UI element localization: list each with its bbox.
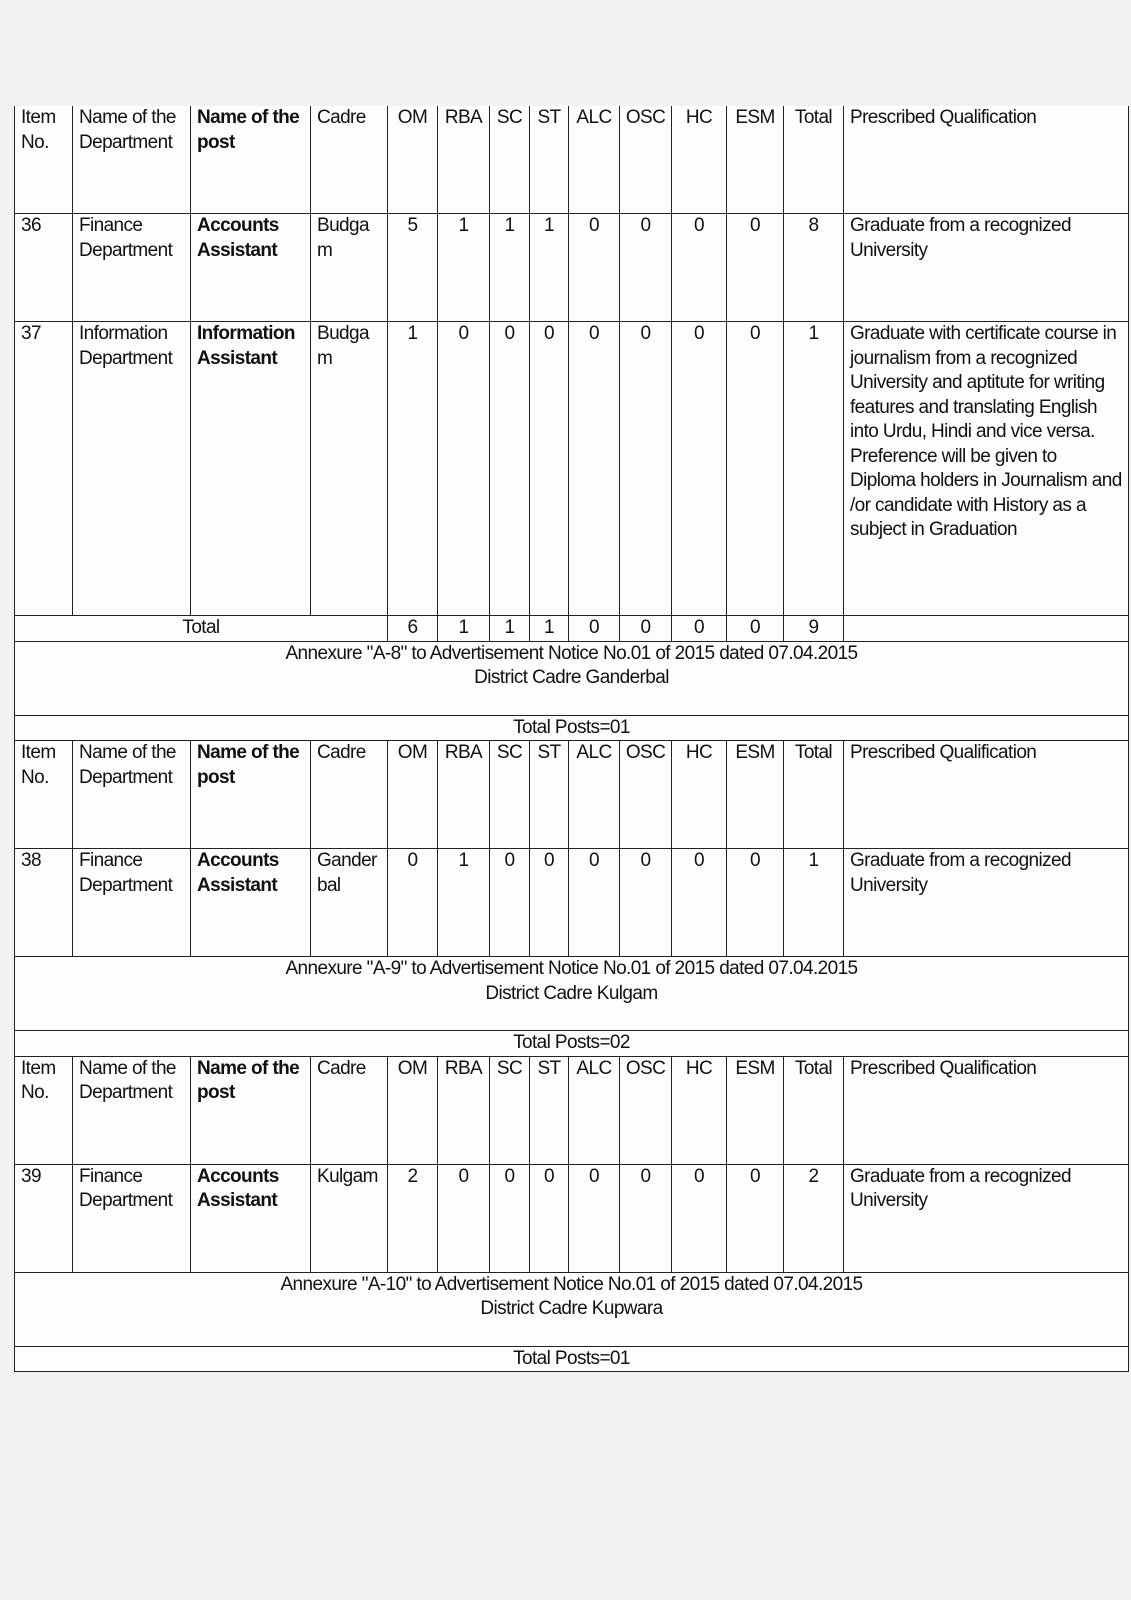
- hc-count: 0: [672, 1164, 727, 1272]
- header-alc: ALC: [569, 106, 620, 214]
- total-count: 1: [784, 322, 844, 616]
- sc-count: 0: [490, 849, 530, 957]
- header-cadre: Cadre: [311, 741, 388, 849]
- hc-count: 0: [672, 849, 727, 957]
- qualification: Graduate from a recognized University: [844, 1164, 1129, 1272]
- total-posts: Total Posts=02: [15, 1031, 1129, 1057]
- header-om: OM: [388, 1056, 438, 1164]
- annexure-a8-row: [15, 641, 1129, 715]
- osc-count: 0: [620, 214, 672, 322]
- st-count: 0: [530, 322, 569, 616]
- department-name: Finance Department: [73, 849, 191, 957]
- header-om: OM: [388, 741, 438, 849]
- header-row: [15, 741, 1129, 849]
- header-department: Name of the Department: [73, 1056, 191, 1164]
- header-qualification: Prescribed Qualification: [844, 106, 1129, 214]
- header-sc: SC: [490, 106, 530, 214]
- total-posts-row: [15, 715, 1129, 741]
- header-osc: OSC: [620, 1056, 672, 1164]
- total-posts: Total Posts=01: [15, 1346, 1129, 1372]
- osc-count: 0: [620, 322, 672, 616]
- vacancy-table: [14, 106, 1129, 1372]
- alc-count: 0: [569, 214, 620, 322]
- item-no: 38: [15, 849, 73, 957]
- total-count: 1: [784, 849, 844, 957]
- total-hc: 0: [672, 616, 727, 642]
- header-st: ST: [530, 1056, 569, 1164]
- total-posts-row: [15, 1031, 1129, 1057]
- totals-row: [15, 616, 1129, 642]
- om-count: 5: [388, 214, 438, 322]
- header-cadre: Cadre: [311, 1056, 388, 1164]
- annexure-a10-row: [15, 1272, 1129, 1346]
- annexure-a9: [15, 957, 1129, 1031]
- om-count: 2: [388, 1164, 438, 1272]
- header-item-no: Item No.: [15, 106, 73, 214]
- st-count: 0: [530, 849, 569, 957]
- table-row: [15, 214, 1129, 322]
- header-item-no: Item No.: [15, 741, 73, 849]
- osc-count: 0: [620, 849, 672, 957]
- header-post: Name of the post: [191, 106, 311, 214]
- qualification: Graduate from a recognized University: [844, 214, 1129, 322]
- annexure-a9-row: [15, 957, 1129, 1031]
- st-count: 0: [530, 1164, 569, 1272]
- header-om: OM: [388, 106, 438, 214]
- total-count: 8: [784, 214, 844, 322]
- header-st: ST: [530, 106, 569, 214]
- annexure-title: Annexure "A-8" to Advertisement Notice No.01 of 2015 dated 07.04.2015: [285, 642, 858, 664]
- total-esm: 0: [727, 616, 784, 642]
- post-name: Accounts Assistant: [191, 1164, 311, 1272]
- qualification: Graduate with certificate course in journalism from a recognized University and aptitute for writing features and translating English into Urdu, Hindi and vice versa. Preference will be given to Diploma holders in Journalism and /or candidate with History as a subject in Graduation: [844, 322, 1129, 616]
- total-rba: 1: [438, 616, 490, 642]
- header-alc: ALC: [569, 741, 620, 849]
- total-count: 2: [784, 1164, 844, 1272]
- cadre: Budgam: [311, 214, 388, 322]
- total-om: 6: [388, 616, 438, 642]
- total-posts: Total Posts=01: [15, 715, 1129, 741]
- header-qualification: Prescribed Qualification: [844, 1056, 1129, 1164]
- header-alc: ALC: [569, 1056, 620, 1164]
- hc-count: 0: [672, 322, 727, 616]
- department-name: Finance Department: [73, 1164, 191, 1272]
- annexure-a10: [15, 1272, 1129, 1346]
- rba-count: 1: [438, 849, 490, 957]
- hc-count: 0: [672, 214, 727, 322]
- header-row: [15, 1056, 1129, 1164]
- annexure-district: District Cadre Kupwara: [480, 1298, 663, 1319]
- total-total: 9: [784, 616, 844, 642]
- header-qualification: Prescribed Qualification: [844, 741, 1129, 849]
- header-sc: SC: [490, 741, 530, 849]
- header-total: Total: [784, 1056, 844, 1164]
- annexure-title: Annexure "A-9" to Advertisement Notice No.01 of 2015 dated 07.04.2015: [285, 958, 858, 979]
- cadre: Ganderbal: [311, 849, 388, 957]
- alc-count: 0: [569, 849, 620, 957]
- sc-count: 0: [490, 322, 530, 616]
- annexure-a8: [15, 641, 1129, 715]
- header-hc: HC: [672, 741, 727, 849]
- header-osc: OSC: [620, 741, 672, 849]
- sc-count: 1: [490, 214, 530, 322]
- annexure-title: Annexure "A-10" to Advertisement Notice No.01 of 2015 dated 07.04.2015: [280, 1273, 863, 1295]
- esm-count: 0: [727, 322, 784, 616]
- header-total: Total: [784, 106, 844, 214]
- osc-count: 0: [620, 1164, 672, 1272]
- table-row: [15, 322, 1129, 616]
- table-row: [15, 849, 1129, 957]
- header-post: Name of the post: [191, 1056, 311, 1164]
- om-count: 1: [388, 322, 438, 616]
- post-name: Accounts Assistant: [191, 849, 311, 957]
- totals-label: Total: [15, 616, 388, 642]
- item-no: 36: [15, 214, 73, 322]
- item-no: 39: [15, 1164, 73, 1272]
- alc-count: 0: [569, 1164, 620, 1272]
- header-esm: ESM: [727, 741, 784, 849]
- header-esm: ESM: [727, 1056, 784, 1164]
- total-alc: 0: [569, 616, 620, 642]
- om-count: 0: [388, 849, 438, 957]
- table-row: [15, 1164, 1129, 1272]
- header-rba: RBA: [438, 1056, 490, 1164]
- total-posts-row: [15, 1346, 1129, 1372]
- esm-count: 0: [727, 214, 784, 322]
- esm-count: 0: [727, 849, 784, 957]
- sc-count: 0: [490, 1164, 530, 1272]
- header-st: ST: [530, 741, 569, 849]
- header-sc: SC: [490, 1056, 530, 1164]
- header-rba: RBA: [438, 106, 490, 214]
- annexure-district: District Cadre Ganderbal: [474, 667, 669, 688]
- header-esm: ESM: [727, 106, 784, 214]
- rba-count: 0: [438, 322, 490, 616]
- alc-count: 0: [569, 322, 620, 616]
- header-item-no: Item No.: [15, 1056, 73, 1164]
- header-row: [15, 106, 1129, 214]
- header-hc: HC: [672, 106, 727, 214]
- header-post: Name of the post: [191, 741, 311, 849]
- header-department: Name of the Department: [73, 106, 191, 214]
- total-sc: 1: [490, 616, 530, 642]
- qualification: Graduate from a recognized University: [844, 849, 1129, 957]
- st-count: 1: [530, 214, 569, 322]
- esm-count: 0: [727, 1164, 784, 1272]
- post-name: Information Assistant: [191, 322, 311, 616]
- total-st: 1: [530, 616, 569, 642]
- rba-count: 0: [438, 1164, 490, 1272]
- department-name: Information Department: [73, 322, 191, 616]
- header-osc: OSC: [620, 106, 672, 214]
- cadre: Budgam: [311, 322, 388, 616]
- header-hc: HC: [672, 1056, 727, 1164]
- header-cadre: Cadre: [311, 106, 388, 214]
- header-rba: RBA: [438, 741, 490, 849]
- item-no: 37: [15, 322, 73, 616]
- annexure-district: District Cadre Kulgam: [485, 982, 658, 1004]
- header-total: Total: [784, 741, 844, 849]
- rba-count: 1: [438, 214, 490, 322]
- total-osc: 0: [620, 616, 672, 642]
- cadre: Kulgam: [311, 1164, 388, 1272]
- department-name: Finance Department: [73, 214, 191, 322]
- post-name: Accounts Assistant: [191, 214, 311, 322]
- header-department: Name of the Department: [73, 741, 191, 849]
- totals-empty: [844, 616, 1129, 642]
